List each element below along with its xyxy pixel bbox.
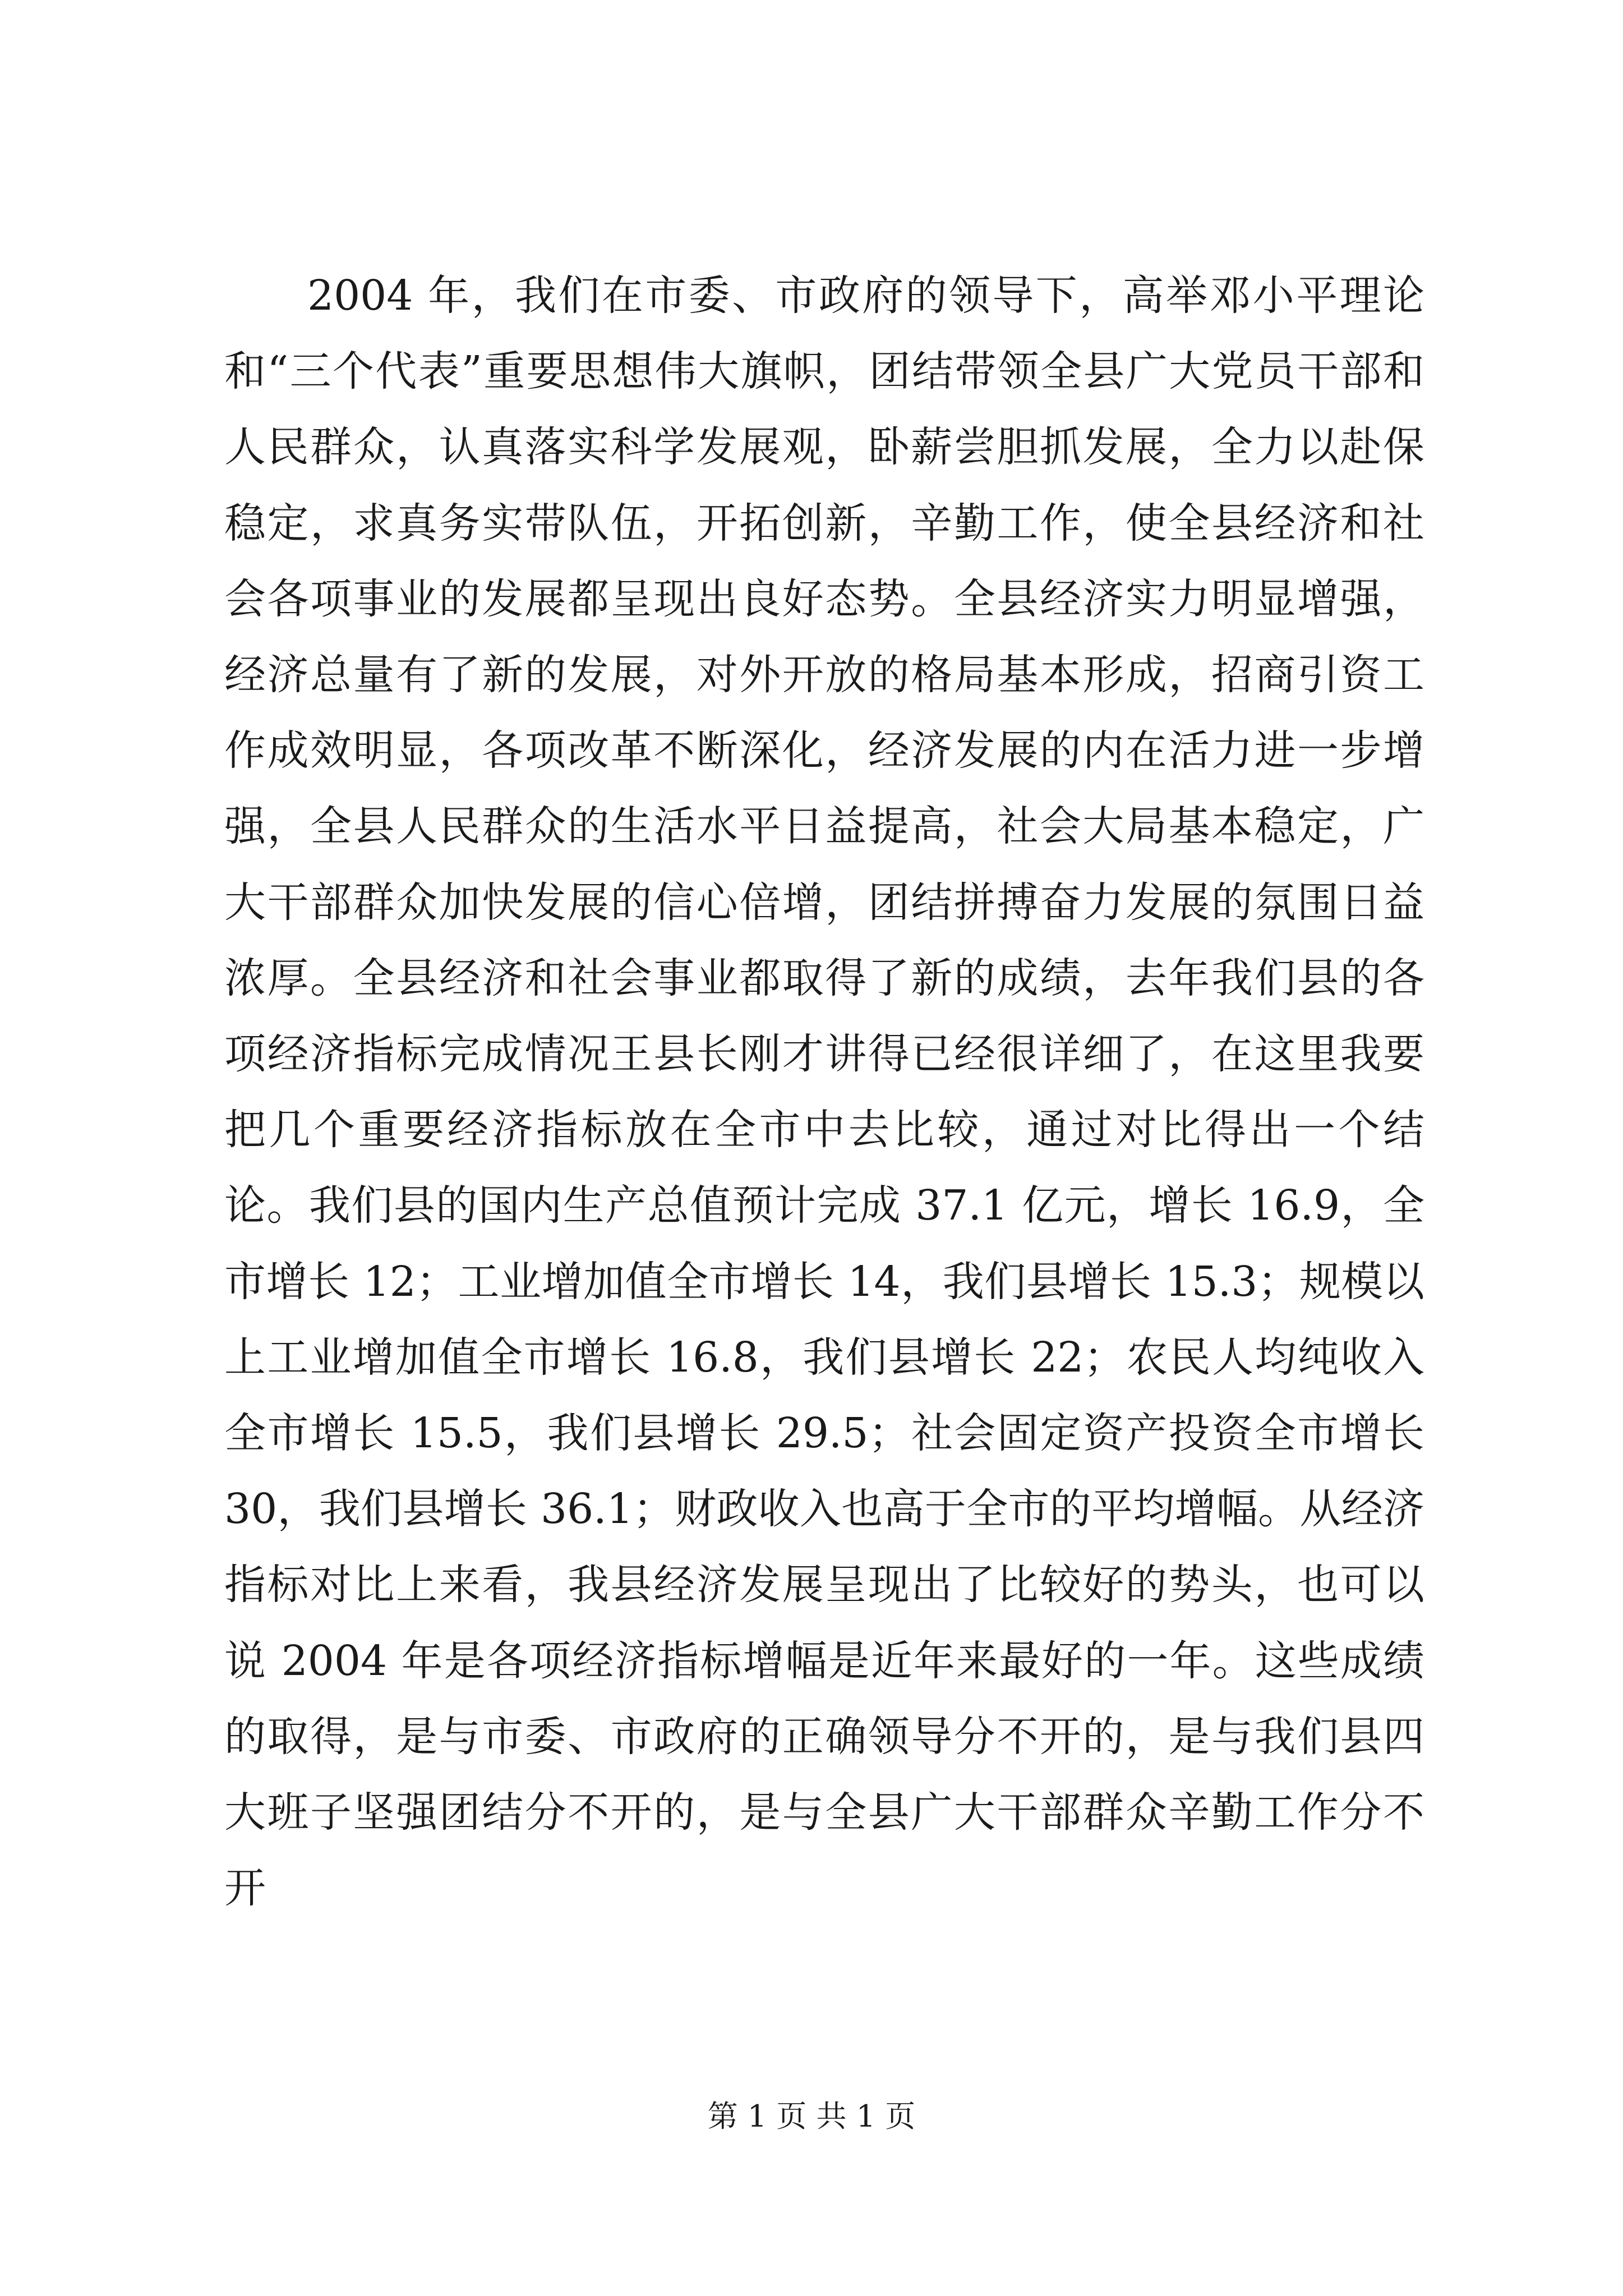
body-paragraph: 2004 年，我们在市委、市政府的领导下，高举邓小平理论和“三个代表”重要思想伟大旗帜，团结带领全县广大党员干部和人民群众，认真落实科学发展观，卧薪尝胆抓发展，全力以赴保稳定，求真务实带队伍，开拓创新，辛勤工作，使全县经济和社会各项事业的发展都呈现出良好态势。全县经济实力明显增强，经济总量有了新的发展，对外开放的格局基本形成，招商引资工作成效明显，各项改革不断深化，经济发展的内在活力进一步增强，全县人民群众的生活水平日益提高，社会大局基本稳定，广大干部群众加快发展的信心倍增，团结拼搏奋力发展的氛围日益浓厚。全县经济和社会事业都取得了新的成绩，去年我们县的各项经济指标完成情况王县长刚才讲得已经很详细了，在这里我要把几个重要经济指标放在全市中去比较，通过对比得出一个结论。我们县的国内生产总值预计完成 37.1 亿元，增长 16.9，全市增长 12；工业增加值全市增长 14，我们县增长 15.3；规模以上工业增加值全市增长 16.8，我们县增长 22；农民人均纯收入全市增长 15.5，我们县增长 29.5；社会固定资产投资全市增长 30，我们县增长 36.1；财政收入也高于全市的平均增幅。从经济指标对比上来看，我县经济发展呈现出了比较好的势头，也可以说 2004 年是各项经济指标增幅是近年来最好的一年。这些成绩的取得，是与市委、市政府的正确领导分不开的，是与我们县四大班子坚强团结分不开的，是与全县广大干部群众辛勤工作分不开 xyxy=(224,272,1424,1913)
page-number-footer: 第 1 页 共 1 页 xyxy=(707,2099,916,2134)
